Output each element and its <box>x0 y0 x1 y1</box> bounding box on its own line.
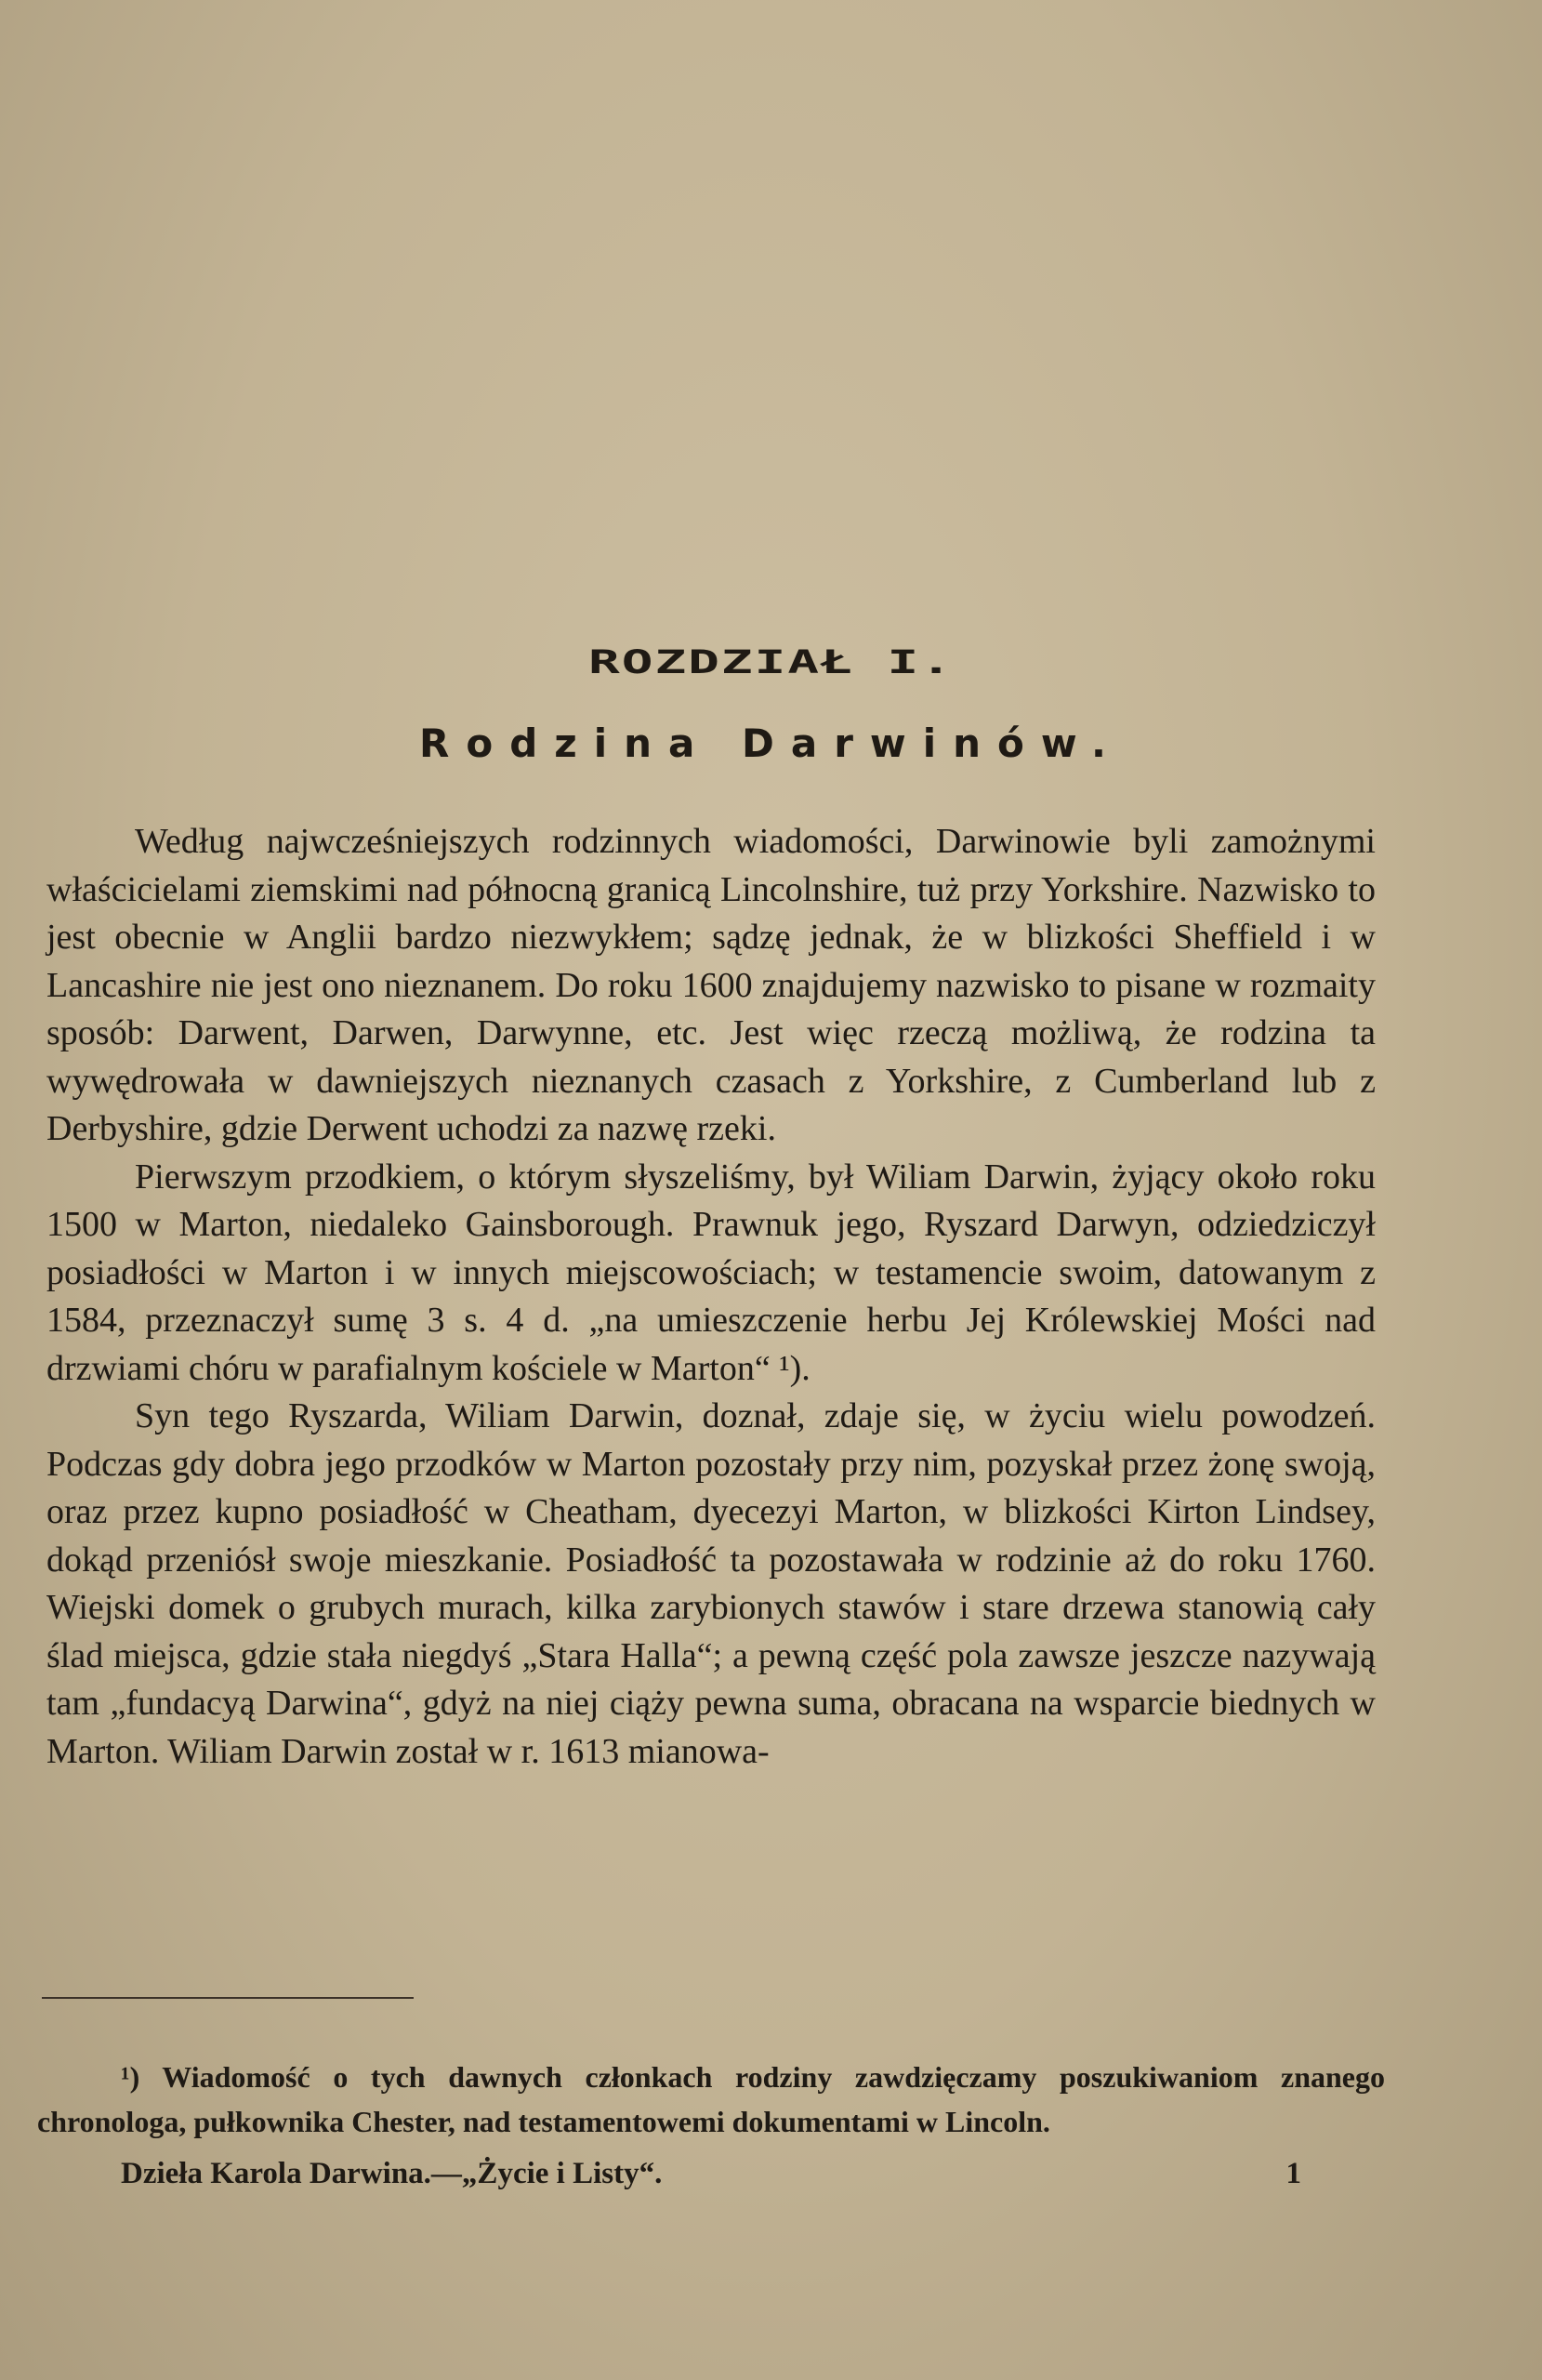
body-text <box>46 818 1376 1776</box>
footnote-divider <box>42 1997 414 1999</box>
page-number: 1 <box>1285 2157 1301 2190</box>
chapter-title: Rodzina Darwinów. <box>419 721 1123 766</box>
paragraph-3: Syn tego Ryszarda, Wiliam Darwin, doznał, zdaje się, w życiu wielu powodzeń. Podczas gdy dobra jego przodków w Marton pozostały przy nim, pozyskał przez żonę swoją, oraz przez kupno posiadłość w Cheatham, dyecezyi Marton, w blizkości Kirton Lindsey, dokąd przeniósł swoje mieszkanie. Posiadłość ta pozostawała w rodzinie aż do roku 1760. Wiejski domek o grubych murach, kilka zarybionych stawów i stare drzewa stanowią cały ślad miejsca, gdzie stała niegdyś „Stara Halla“; a pewną część pola zawsze jeszcze nazywają tam „fundacyą Darwina“, gdyż na niej ciąży pewna suma, obracana na wsparcie biednych w Marton. Wiliam Darwin został w r. 1613 mianowa- <box>46 1396 1376 1771</box>
paragraph-1: Według najwcześniejszych rodzinnych wiadomości, Darwinowie byli zamożnymi właścicielami ziemskimi nad północną granicą Lincolnshire, tuż przy Yorkshire. Nazwisko to jest obecnie w Anglii bardzo niezwykłem; sądzę jednak, że w blizkości Sheffield i w Lancashire nie jest ono nieznanem. Do roku 1600 znajdujemy nazwisko to pisane w rozmaity sposób: Darwent, Darwen, Darwynne, etc. Jest więc rzeczą możliwą, że rodzina ta wywędrowała w dawniejszych nieznanych czasach z Yorkshire, z Cumberland lub z Derbyshire, gdzie Derwent uchodzi za nazwę rzeki. <box>46 822 1376 1148</box>
footnote: ¹) Wiadomość o tych dawnych członkach rodziny zawdzięczamy poszukiwaniom znanego chronologa, pułkownika Chester, nad testamentowemi dokumentami w Lincoln. <box>37 2060 1385 2138</box>
page-footer <box>121 2157 1301 2191</box>
chapter-heading: ROZDZIAŁ I. <box>588 643 954 681</box>
series-title: Dzieła Karola Darwina.—„Życie i Listy“. <box>121 2157 663 2190</box>
paragraph-2: Pierwszym przodkiem, o którym słyszeliśmy, był Wiliam Darwin, żyjący około roku 1500 w Marton, niedaleko Gainsborough. Prawnuk jego, Ryszard Darwyn, odziedziczył posiadłości w Marton i w innych miejscowościach; w testamencie swoim, datowanym z 1584, przeznaczył sumę 3 s. 4 d. „na umieszczenie herbu Jej Królewskiej Mości nad drzwiami chóru w parafialnym kościele w Marton“ ¹). <box>46 1157 1376 1388</box>
